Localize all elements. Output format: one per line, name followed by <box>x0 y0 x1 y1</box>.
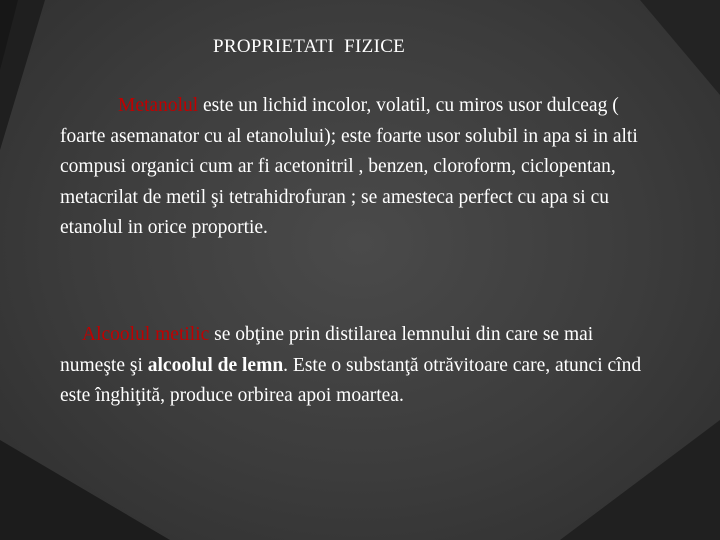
paragraph-methyl-alcohol <box>60 320 650 412</box>
methanol-highlight: Metanolul <box>118 95 199 116</box>
paragraph-methanol <box>60 91 650 244</box>
top-right-corner-shape <box>640 0 720 95</box>
bottom-right-corner-shape <box>560 420 720 540</box>
methyl-alcohol-highlight: Alcoolul metilic <box>82 324 210 345</box>
methanol-text: este un lichid incolor, volatil, cu miros usor dulceag ( foarte asemanator cu al etanolului); este foarte usor solubil in apa si in alti compusi organici cum ar fi acetonitril , benzen, cloroform, ciclopentan, metacrilat de metil şi tetrahidrofuran ; se amesteca perfect cu apa si cu etanolul in orice proportie. <box>60 95 638 238</box>
methyl-alcohol-text-start: se obţine prin distilarea lemnului din care se mai numeşte şi <box>60 324 594 376</box>
wood-alcohol-bold: alcoolul de lemn <box>147 354 284 376</box>
methyl-alcohol-text-end: . Este o substanţă otrăvitoare care, atunci cînd este înghiţită, produce orbirea apoi moartea. <box>60 354 642 406</box>
bottom-left-corner-shape <box>0 440 170 540</box>
slide-title: PROPRIETATI FIZICE <box>213 36 406 57</box>
